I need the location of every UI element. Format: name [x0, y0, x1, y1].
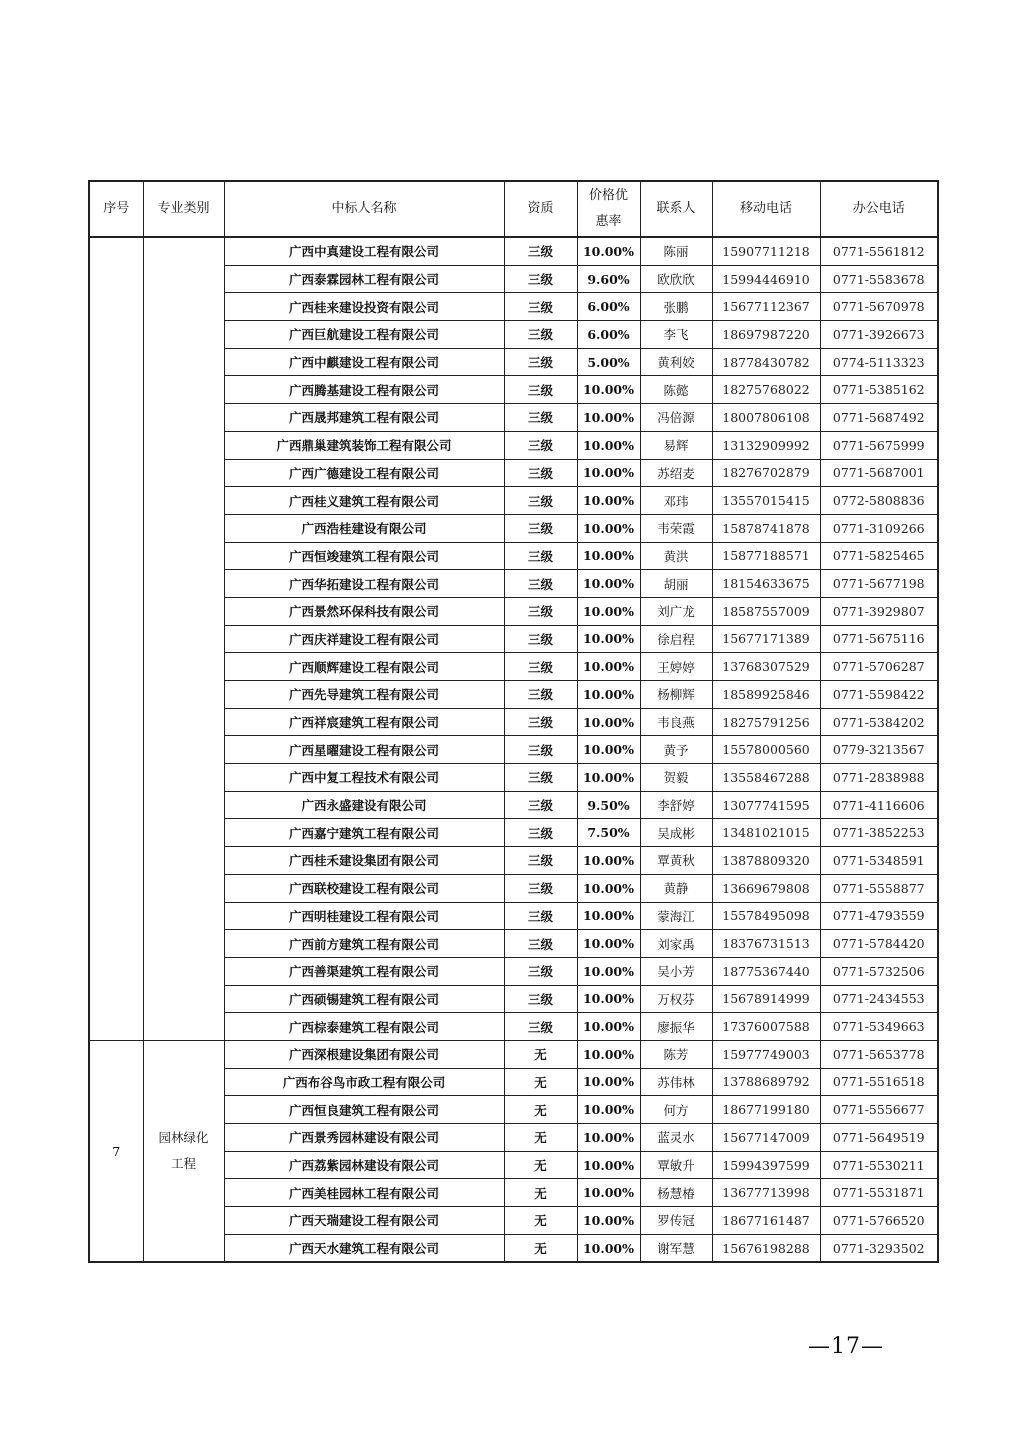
header-office: 办公电话: [820, 181, 938, 237]
qualification-cell: 三级: [504, 404, 577, 432]
mobile-phone-cell: 18376731513: [712, 930, 820, 958]
qualification-cell: 三级: [504, 791, 577, 819]
office-phone-cell: 0771-5766520: [820, 1207, 938, 1235]
office-phone-cell: 0771-5677198: [820, 570, 938, 598]
header-contact: 联系人: [640, 181, 712, 237]
company-name-cell: 广西布谷鸟市政工程有限公司: [224, 1068, 504, 1096]
contact-person-cell: 万权芬: [640, 985, 712, 1013]
mobile-phone-cell: 18778430782: [712, 348, 820, 376]
mobile-phone-cell: 13481021015: [712, 819, 820, 847]
mobile-phone-cell: 15994397599: [712, 1151, 820, 1179]
qualification-cell: 三级: [504, 293, 577, 321]
qualification-cell: 三级: [504, 514, 577, 542]
office-phone-cell: 0771-5384202: [820, 708, 938, 736]
mobile-phone-cell: 18275791256: [712, 708, 820, 736]
table-body: [89, 237, 938, 1262]
company-name-cell: 广西中真建设工程有限公司: [224, 237, 504, 265]
discount-rate-cell: 10.00%: [577, 1040, 640, 1068]
office-phone-cell: 0771-5583678: [820, 265, 938, 293]
mobile-phone-cell: 18275768022: [712, 376, 820, 404]
qualification-cell: 三级: [504, 764, 577, 792]
contact-person-cell: 邓玮: [640, 487, 712, 515]
company-name-cell: 广西中复工程技术有限公司: [224, 764, 504, 792]
mobile-phone-cell: 15677147009: [712, 1124, 820, 1152]
mobile-phone-cell: 13557015415: [712, 487, 820, 515]
office-phone-cell: 0771-5556677: [820, 1096, 938, 1124]
office-phone-cell: 0774-5113323: [820, 348, 938, 376]
contact-person-cell: 罗传冠: [640, 1207, 712, 1235]
mobile-phone-cell: 13768307529: [712, 653, 820, 681]
office-phone-cell: 0779-3213567: [820, 736, 938, 764]
contact-person-cell: 韦荣霞: [640, 514, 712, 542]
company-name-cell: 广西深根建设集团有限公司: [224, 1040, 504, 1068]
discount-rate-cell: 9.60%: [577, 265, 640, 293]
discount-rate-cell: 10.00%: [577, 957, 640, 985]
company-name-cell: 广西浩桂建设有限公司: [224, 514, 504, 542]
qualification-cell: 三级: [504, 653, 577, 681]
contact-person-cell: 黄予: [640, 736, 712, 764]
company-name-cell: 广西泰霖园林工程有限公司: [224, 265, 504, 293]
discount-rate-cell: 10.00%: [577, 404, 640, 432]
qualification-cell: 三级: [504, 847, 577, 875]
discount-rate-cell: 6.00%: [577, 293, 640, 321]
office-phone-cell: 0771-3852253: [820, 819, 938, 847]
discount-rate-cell: 10.00%: [577, 736, 640, 764]
mobile-phone-cell: 15878741878: [712, 514, 820, 542]
mobile-phone-cell: 17376007588: [712, 1013, 820, 1041]
contact-person-cell: 黄静: [640, 874, 712, 902]
mobile-phone-cell: 13132909992: [712, 431, 820, 459]
office-phone-cell: 0771-5653778: [820, 1040, 938, 1068]
contact-person-cell: 贺毅: [640, 764, 712, 792]
contact-person-cell: 刘家禹: [640, 930, 712, 958]
office-phone-cell: 0771-5706287: [820, 653, 938, 681]
mobile-phone-cell: 13788689792: [712, 1068, 820, 1096]
discount-rate-cell: 10.00%: [577, 1096, 640, 1124]
mobile-phone-cell: 18007806108: [712, 404, 820, 432]
contact-person-cell: 杨慧椿: [640, 1179, 712, 1207]
office-phone-cell: 0772-5808836: [820, 487, 938, 515]
discount-rate-cell: 10.00%: [577, 847, 640, 875]
contact-person-cell: 欧欣欣: [640, 265, 712, 293]
mobile-phone-cell: 18775367440: [712, 957, 820, 985]
header-rate-line1: 价格优: [588, 188, 628, 203]
qualification-cell: 三级: [504, 431, 577, 459]
company-name-cell: 广西天水建筑工程有限公司: [224, 1234, 504, 1262]
discount-rate-cell: 5.00%: [577, 348, 640, 376]
qualification-cell: 三级: [504, 681, 577, 709]
contact-person-cell: 王婷婷: [640, 653, 712, 681]
discount-rate-cell: 10.00%: [577, 1207, 640, 1235]
office-phone-cell: 0771-5531871: [820, 1179, 938, 1207]
qualification-cell: 三级: [504, 736, 577, 764]
discount-rate-cell: 10.00%: [577, 625, 640, 653]
office-phone-cell: 0771-5687001: [820, 459, 938, 487]
contact-person-cell: 苏绍麦: [640, 459, 712, 487]
office-phone-cell: 0771-2838988: [820, 764, 938, 792]
office-phone-cell: 0771-2434553: [820, 985, 938, 1013]
discount-rate-cell: 10.00%: [577, 431, 640, 459]
qualification-cell: 三级: [504, 237, 577, 265]
discount-rate-cell: 7.50%: [577, 819, 640, 847]
contact-person-cell: 刘广龙: [640, 597, 712, 625]
office-phone-cell: 0771-5649519: [820, 1124, 938, 1152]
company-name-cell: 广西景秀园林建设有限公司: [224, 1124, 504, 1152]
company-name-cell: 广西明桂建设工程有限公司: [224, 902, 504, 930]
company-name-cell: 广西广德建设工程有限公司: [224, 459, 504, 487]
qualification-cell: 无: [504, 1234, 577, 1262]
mobile-phone-cell: 18587557009: [712, 597, 820, 625]
company-name-cell: 广西恒良建筑工程有限公司: [224, 1096, 504, 1124]
mobile-phone-cell: 18276702879: [712, 459, 820, 487]
qualification-cell: 无: [504, 1040, 577, 1068]
company-name-cell: 广西先导建筑工程有限公司: [224, 681, 504, 709]
table-row: [89, 237, 938, 265]
office-phone-cell: 0771-5561812: [820, 237, 938, 265]
company-name-cell: 广西前方建筑工程有限公司: [224, 930, 504, 958]
header-name: 中标人名称: [224, 181, 504, 237]
contact-person-cell: 谢军慧: [640, 1234, 712, 1262]
mobile-phone-cell: 15677112367: [712, 293, 820, 321]
mobile-phone-cell: 18677161487: [712, 1207, 820, 1235]
contact-person-cell: 陈芳: [640, 1040, 712, 1068]
qualification-cell: 三级: [504, 708, 577, 736]
qualification-cell: 三级: [504, 625, 577, 653]
company-name-cell: 广西鼎巢建筑装饰工程有限公司: [224, 431, 504, 459]
contact-person-cell: 蒙海江: [640, 902, 712, 930]
mobile-phone-cell: 18154633675: [712, 570, 820, 598]
discount-rate-cell: 10.00%: [577, 1013, 640, 1041]
qualification-cell: 三级: [504, 874, 577, 902]
discount-rate-cell: 10.00%: [577, 681, 640, 709]
contact-person-cell: 李飞: [640, 321, 712, 349]
company-name-cell: 广西庆祥建设工程有限公司: [224, 625, 504, 653]
discount-rate-cell: 10.00%: [577, 985, 640, 1013]
header-rate-line2: 惠率: [595, 214, 622, 229]
contact-person-cell: 张鹏: [640, 293, 712, 321]
qualification-cell: 无: [504, 1151, 577, 1179]
contact-person-cell: 胡丽: [640, 570, 712, 598]
contact-person-cell: 易辉: [640, 431, 712, 459]
contact-person-cell: 吴成彬: [640, 819, 712, 847]
header-seq: 序号: [89, 181, 143, 237]
mobile-phone-cell: 15907711218: [712, 237, 820, 265]
office-phone-cell: 0771-5825465: [820, 542, 938, 570]
company-name-cell: 广西桂来建设投资有限公司: [224, 293, 504, 321]
header-category: 专业类别: [143, 181, 224, 237]
company-name-cell: 广西顺辉建设工程有限公司: [224, 653, 504, 681]
contact-person-cell: 覃黄秋: [640, 847, 712, 875]
office-phone-cell: 0771-5784420: [820, 930, 938, 958]
contact-person-cell: 杨柳辉: [640, 681, 712, 709]
company-name-cell: 广西美桂园林工程有限公司: [224, 1179, 504, 1207]
discount-rate-cell: 10.00%: [577, 1151, 640, 1179]
discount-rate-cell: 10.00%: [577, 1234, 640, 1262]
mobile-phone-cell: 18697987220: [712, 321, 820, 349]
category-cell: [143, 237, 224, 1040]
qualification-cell: 三级: [504, 487, 577, 515]
contact-person-cell: 韦良燕: [640, 708, 712, 736]
mobile-phone-cell: 15877188571: [712, 542, 820, 570]
qualification-cell: 三级: [504, 902, 577, 930]
qualification-cell: 无: [504, 1068, 577, 1096]
qualification-cell: 三级: [504, 376, 577, 404]
company-name-cell: 广西棕泰建筑工程有限公司: [224, 1013, 504, 1041]
mobile-phone-cell: 15677171389: [712, 625, 820, 653]
winning-bidders-table: [88, 180, 939, 1263]
mobile-phone-cell: 15676198288: [712, 1234, 820, 1262]
contact-person-cell: 陈懿: [640, 376, 712, 404]
company-name-cell: 广西巨航建设工程有限公司: [224, 321, 504, 349]
discount-rate-cell: 9.50%: [577, 791, 640, 819]
contact-person-cell: 苏伟林: [640, 1068, 712, 1096]
qualification-cell: 三级: [504, 265, 577, 293]
office-phone-cell: 0771-3109266: [820, 514, 938, 542]
company-name-cell: 广西联校建设工程有限公司: [224, 874, 504, 902]
table-header-row: [89, 181, 938, 237]
office-phone-cell: 0771-5675116: [820, 625, 938, 653]
mobile-phone-cell: 18677199180: [712, 1096, 820, 1124]
contact-person-cell: 黄利姣: [640, 348, 712, 376]
discount-rate-cell: 10.00%: [577, 1179, 640, 1207]
mobile-phone-cell: 13558467288: [712, 764, 820, 792]
discount-rate-cell: 6.00%: [577, 321, 640, 349]
qualification-cell: 三级: [504, 542, 577, 570]
office-phone-cell: 0771-5687492: [820, 404, 938, 432]
company-name-cell: 广西善渠建筑工程有限公司: [224, 957, 504, 985]
qualification-cell: 三级: [504, 930, 577, 958]
contact-person-cell: 廖振华: [640, 1013, 712, 1041]
discount-rate-cell: 10.00%: [577, 570, 640, 598]
office-phone-cell: 0771-5530211: [820, 1151, 938, 1179]
category-line2: 工程: [170, 1156, 196, 1172]
office-phone-cell: 0771-5348591: [820, 847, 938, 875]
company-name-cell: 广西硕锡建筑工程有限公司: [224, 985, 504, 1013]
company-name-cell: 广西天瑞建设工程有限公司: [224, 1207, 504, 1235]
office-phone-cell: 0771-5516518: [820, 1068, 938, 1096]
qualification-cell: 无: [504, 1096, 577, 1124]
header-rate: [577, 181, 640, 237]
company-name-cell: 广西荔紫园林建设有限公司: [224, 1151, 504, 1179]
page-number: —17—: [808, 1334, 884, 1359]
office-phone-cell: 0771-5732506: [820, 957, 938, 985]
office-phone-cell: 0771-4793559: [820, 902, 938, 930]
contact-person-cell: 覃敏升: [640, 1151, 712, 1179]
discount-rate-cell: 10.00%: [577, 459, 640, 487]
contact-person-cell: 黄洪: [640, 542, 712, 570]
mobile-phone-cell: 15994446910: [712, 265, 820, 293]
qualification-cell: 三级: [504, 985, 577, 1013]
company-name-cell: 广西华拓建设工程有限公司: [224, 570, 504, 598]
office-phone-cell: 0771-3926673: [820, 321, 938, 349]
mobile-phone-cell: 15578495098: [712, 902, 820, 930]
discount-rate-cell: 10.00%: [577, 1124, 640, 1152]
qualification-cell: 三级: [504, 459, 577, 487]
contact-person-cell: 徐启程: [640, 625, 712, 653]
company-name-cell: 广西桂禾建设集团有限公司: [224, 847, 504, 875]
discount-rate-cell: 10.00%: [577, 514, 640, 542]
header-qualification: 资质: [504, 181, 577, 237]
company-name-cell: 广西祥宸建筑工程有限公司: [224, 708, 504, 736]
mobile-phone-cell: 15578000560: [712, 736, 820, 764]
qualification-cell: 三级: [504, 1013, 577, 1041]
contact-person-cell: 蓝灵水: [640, 1124, 712, 1152]
category-cell: [143, 1040, 224, 1262]
discount-rate-cell: 10.00%: [577, 376, 640, 404]
discount-rate-cell: 10.00%: [577, 542, 640, 570]
office-phone-cell: 0771-3293502: [820, 1234, 938, 1262]
company-name-cell: 广西桂义建筑工程有限公司: [224, 487, 504, 515]
discount-rate-cell: 10.00%: [577, 487, 640, 515]
discount-rate-cell: 10.00%: [577, 764, 640, 792]
contact-person-cell: 何方: [640, 1096, 712, 1124]
mobile-phone-cell: 18589925846: [712, 681, 820, 709]
company-name-cell: 广西中麒建设工程有限公司: [224, 348, 504, 376]
qualification-cell: 三级: [504, 321, 577, 349]
mobile-phone-cell: 15678914999: [712, 985, 820, 1013]
qualification-cell: 三级: [504, 597, 577, 625]
qualification-cell: 三级: [504, 348, 577, 376]
qualification-cell: 三级: [504, 570, 577, 598]
office-phone-cell: 0771-5385162: [820, 376, 938, 404]
company-name-cell: 广西晟邦建筑工程有限公司: [224, 404, 504, 432]
office-phone-cell: 0771-5598422: [820, 681, 938, 709]
discount-rate-cell: 10.00%: [577, 708, 640, 736]
company-name-cell: 广西永盛建设有限公司: [224, 791, 504, 819]
qualification-cell: 无: [504, 1207, 577, 1235]
office-phone-cell: 0771-5558877: [820, 874, 938, 902]
qualification-cell: 无: [504, 1124, 577, 1152]
contact-person-cell: 李舒婷: [640, 791, 712, 819]
category-line1: 园林绿化: [158, 1130, 209, 1146]
contact-person-cell: 陈丽: [640, 237, 712, 265]
contact-person-cell: 吴小芳: [640, 957, 712, 985]
mobile-phone-cell: 13878809320: [712, 847, 820, 875]
qualification-cell: 无: [504, 1179, 577, 1207]
mobile-phone-cell: 13677713998: [712, 1179, 820, 1207]
discount-rate-cell: 10.00%: [577, 902, 640, 930]
discount-rate-cell: 10.00%: [577, 597, 640, 625]
discount-rate-cell: 10.00%: [577, 1068, 640, 1096]
office-phone-cell: 0771-4116606: [820, 791, 938, 819]
qualification-cell: 三级: [504, 957, 577, 985]
company-name-cell: 广西嘉宁建筑工程有限公司: [224, 819, 504, 847]
sequence-number-cell: 7: [89, 1040, 143, 1262]
table-row: [89, 1040, 938, 1068]
company-name-cell: 广西景然环保科技有限公司: [224, 597, 504, 625]
sequence-number-cell: [89, 237, 143, 1040]
company-name-cell: 广西恒竣建筑工程有限公司: [224, 542, 504, 570]
header-mobile: 移动电话: [712, 181, 820, 237]
mobile-phone-cell: 13077741595: [712, 791, 820, 819]
office-phone-cell: 0771-5349663: [820, 1013, 938, 1041]
company-name-cell: 广西星曜建设工程有限公司: [224, 736, 504, 764]
discount-rate-cell: 10.00%: [577, 237, 640, 265]
office-phone-cell: 0771-5670978: [820, 293, 938, 321]
contact-person-cell: 冯倍源: [640, 404, 712, 432]
office-phone-cell: 0771-5675999: [820, 431, 938, 459]
discount-rate-cell: 10.00%: [577, 874, 640, 902]
office-phone-cell: 0771-3929807: [820, 597, 938, 625]
discount-rate-cell: 10.00%: [577, 930, 640, 958]
company-name-cell: 广西腾基建设工程有限公司: [224, 376, 504, 404]
discount-rate-cell: 10.00%: [577, 653, 640, 681]
mobile-phone-cell: 15977749003: [712, 1040, 820, 1068]
mobile-phone-cell: 13669679808: [712, 874, 820, 902]
qualification-cell: 三级: [504, 819, 577, 847]
